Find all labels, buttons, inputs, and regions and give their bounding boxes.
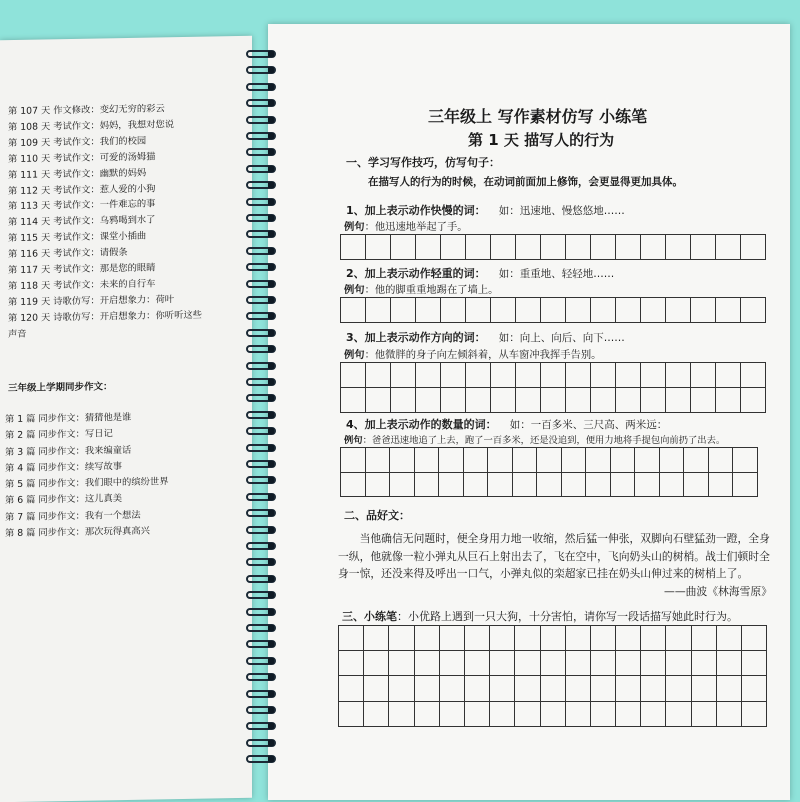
binding-hole — [268, 658, 274, 664]
binding-hole — [268, 199, 274, 205]
diary-entry: 第 119 天 诗歌仿写：开启想象力：荷叶 — [8, 294, 175, 308]
grid-cell[interactable] — [513, 473, 538, 498]
grid-cell[interactable] — [339, 702, 364, 727]
grid-cell[interactable] — [641, 363, 666, 388]
grid-cell[interactable] — [586, 473, 611, 498]
grid-cell[interactable] — [465, 702, 490, 727]
sync-entry: 第 8 篇 同步作文：那次玩得真高兴 — [5, 525, 150, 540]
grid-cell[interactable] — [516, 363, 541, 388]
grid-cell[interactable] — [464, 448, 489, 473]
item2-examples: 如：重重地、轻轻地…… — [498, 268, 615, 280]
grid-cell[interactable] — [660, 448, 685, 473]
grid-cell[interactable] — [491, 298, 516, 323]
item1-example — [344, 218, 468, 233]
item1-heading: 1、加上表示动作快慢的词： — [346, 204, 486, 217]
diary-entry: 第 112 天 考试作文：惹人爱的小狗 — [8, 183, 156, 197]
binding-hole — [268, 641, 274, 647]
grid-cell[interactable] — [441, 363, 466, 388]
grid-cell[interactable] — [541, 626, 566, 651]
grid-cell[interactable] — [616, 676, 641, 701]
item4-example-label: 例句 — [344, 435, 363, 446]
item4-line — [346, 413, 667, 432]
diary-entry: 第 113 天 考试作文：一件难忘的事 — [8, 198, 156, 213]
grid-cell[interactable] — [666, 702, 691, 727]
diary-entry-list — [8, 100, 246, 343]
binding-hole — [268, 330, 274, 336]
binding-hole — [268, 461, 274, 467]
grid-cell[interactable] — [440, 651, 465, 676]
diary-entry: 声音 — [8, 328, 27, 340]
grid-cell[interactable] — [341, 448, 366, 473]
grid-cell[interactable] — [635, 448, 660, 473]
grid-cell[interactable] — [591, 363, 616, 388]
item3-heading: 3、加上表示动作方向的词： — [346, 331, 486, 344]
right-page — [268, 24, 790, 800]
grid-cell[interactable] — [364, 702, 389, 727]
grid-cell[interactable] — [491, 388, 516, 413]
section2-heading: 二、品好文： — [344, 509, 410, 522]
grid-cell[interactable] — [591, 235, 616, 260]
binding-hole — [268, 527, 274, 533]
grid-cell[interactable] — [742, 676, 767, 701]
essay-excerpt — [338, 530, 772, 600]
grid-cell[interactable] — [591, 298, 616, 323]
grid-cell[interactable] — [716, 363, 741, 388]
grid-cell[interactable] — [515, 676, 540, 701]
sync-entry: 第 4 篇 同步作文：续写故事 — [5, 460, 123, 475]
grid-cell[interactable] — [366, 298, 391, 323]
grid-cell[interactable] — [466, 388, 491, 413]
grid-cell[interactable] — [415, 473, 440, 498]
grid-cell[interactable] — [666, 298, 691, 323]
grid-cell[interactable] — [439, 473, 464, 498]
item2-heading: 2、加上表示动作轻重的词： — [346, 267, 486, 280]
grid-cell[interactable] — [709, 473, 734, 498]
grid-cell[interactable] — [616, 235, 641, 260]
item1-line — [346, 199, 625, 218]
binding-hole — [268, 592, 274, 598]
item1-example-label: 例句 — [344, 221, 365, 233]
grid-cell[interactable] — [742, 702, 767, 727]
writing-grid-1[interactable] — [340, 234, 766, 260]
binding-hole — [268, 346, 274, 352]
grid-cell[interactable] — [541, 298, 566, 323]
grid-cell[interactable] — [566, 298, 591, 323]
grid-cell[interactable] — [391, 235, 416, 260]
grid-cell[interactable] — [691, 235, 716, 260]
grid-cell[interactable] — [741, 235, 766, 260]
binding-hole — [268, 477, 274, 483]
grid-cell[interactable] — [390, 473, 415, 498]
binding-hole — [268, 117, 274, 123]
diary-entry: 第 117 天 考试作文：那是您的眼睛 — [8, 262, 156, 277]
grid-cell[interactable] — [611, 448, 636, 473]
grid-cell[interactable] — [515, 626, 540, 651]
item3-example-sentence: ：他微胖的身子向左倾斜着，从车窗冲我挥手告别。 — [364, 349, 602, 361]
grid-cell[interactable] — [366, 235, 391, 260]
item3-line — [346, 326, 625, 345]
diary-entry: 第 111 天 考试作文：幽默的妈妈 — [8, 167, 147, 181]
binding-hole — [268, 100, 274, 106]
grid-cell[interactable] — [341, 235, 366, 260]
item4-heading: 4、加上表示动作的数量的词： — [346, 418, 497, 431]
section3-prompt: ：小优路上遇到一只大狗，十分害怕，请你写一段话描写她此时行为。 — [397, 610, 738, 623]
grid-cell[interactable] — [733, 448, 758, 473]
grid-cell[interactable] — [611, 473, 636, 498]
grid-cell[interactable] — [391, 388, 416, 413]
sync-entry: 第 6 篇 同步作文：这儿真美 — [5, 493, 123, 507]
diary-entry: 第 107 天 作文修改：变幻无穷的彩云 — [8, 103, 165, 118]
item2-example-label: 例句 — [344, 284, 365, 296]
essay-text: 当他确信无问题时，便全身用力地一收缩，然后猛一伸张，双脚向石壁猛劲一蹬，全身一纵，他就像一粒小弹丸从巨石上射出去了，飞在空中，飞向奶头山的树梢。战士们顿时全身一惊，还没来得及呼出一口气，小弹丸似的栾超家已挂在奶头山伸过来的树梢上了。 — [338, 532, 770, 580]
grid-cell[interactable] — [641, 235, 666, 260]
grid-cell[interactable] — [709, 448, 734, 473]
grid-cell[interactable] — [616, 363, 641, 388]
grid-cell[interactable] — [341, 363, 366, 388]
grid-cell[interactable] — [490, 626, 515, 651]
grid-cell[interactable] — [491, 363, 516, 388]
grid-cell[interactable] — [416, 363, 441, 388]
grid-cell[interactable] — [566, 676, 591, 701]
grid-cell[interactable] — [741, 363, 766, 388]
grid-cell[interactable] — [440, 676, 465, 701]
diary-entry: 第 120 天 诗歌仿写：开启想象力：你听听这些 — [8, 309, 202, 324]
binding-hole — [268, 674, 274, 680]
sync-composition-list — [5, 409, 169, 542]
writing-grid-4[interactable] — [340, 447, 758, 497]
grid-cell[interactable] — [441, 388, 466, 413]
binding-hole — [268, 428, 274, 434]
grid-cell[interactable] — [364, 626, 389, 651]
grid-cell[interactable] — [566, 388, 591, 413]
grid-cell[interactable] — [389, 702, 414, 727]
grid-cell[interactable] — [691, 298, 716, 323]
grid-cell[interactable] — [415, 651, 440, 676]
item3-example — [344, 346, 601, 361]
grid-cell[interactable] — [541, 676, 566, 701]
grid-cell[interactable] — [641, 651, 666, 676]
binding-hole — [268, 576, 274, 582]
binding-hole — [268, 51, 274, 57]
grid-cell[interactable] — [591, 702, 616, 727]
section1-heading: 一、学习写作技巧，仿写句子： — [346, 156, 500, 169]
grid-cell[interactable] — [415, 448, 440, 473]
diary-entry: 第 118 天 考试作文：未来的自行车 — [8, 278, 156, 293]
binding-hole — [268, 412, 274, 418]
diary-entry: 第 116 天 考试作文：请假条 — [8, 247, 128, 261]
grid-cell[interactable] — [591, 388, 616, 413]
grid-cell[interactable] — [415, 676, 440, 701]
binding-hole — [268, 67, 274, 73]
grid-cell[interactable] — [441, 235, 466, 260]
binding-hole — [268, 166, 274, 172]
binding-hole — [268, 756, 274, 762]
sync-entry: 第 1 篇 同步作文：猜猜他是谁 — [5, 411, 132, 426]
grid-cell[interactable] — [416, 388, 441, 413]
grid-cell[interactable] — [692, 702, 717, 727]
grid-cell[interactable] — [490, 651, 515, 676]
grid-cell[interactable] — [616, 388, 641, 413]
binding-hole — [268, 215, 274, 221]
grid-cell[interactable] — [716, 388, 741, 413]
binding-hole — [268, 559, 274, 565]
item1-examples: 如：迅速地、慢悠悠地…… — [498, 205, 625, 217]
grid-cell[interactable] — [541, 235, 566, 260]
sync-entry: 第 2 篇 同步作文：写日记 — [5, 428, 113, 442]
sync-entry: 第 7 篇 同步作文：我有一个想法 — [5, 509, 141, 523]
grid-cell[interactable] — [464, 473, 489, 498]
grid-cell[interactable] — [416, 235, 441, 260]
grid-cell[interactable] — [691, 388, 716, 413]
grid-cell[interactable] — [666, 651, 691, 676]
binding-hole — [268, 84, 274, 90]
writing-grid-5[interactable] — [338, 625, 767, 727]
grid-cell[interactable] — [391, 363, 416, 388]
binding-hole — [268, 395, 274, 401]
binding-hole — [268, 231, 274, 237]
item4-example-sentence: ：爸爸迅速地追了上去，跑了一百多米，还是没追到，便用力地将手提包向前扔了出去。 — [362, 435, 726, 446]
diary-entry: 第 115 天 考试作文：课堂小插曲 — [8, 230, 147, 245]
grid-cell[interactable] — [339, 676, 364, 701]
binding-hole — [268, 248, 274, 254]
grid-cell[interactable] — [488, 473, 513, 498]
section1-intro: 在描写人的行为的时候，在动词前面加上修饰，会更显得更加具体。 — [368, 176, 683, 188]
grid-cell[interactable] — [366, 363, 391, 388]
writing-grid-3[interactable] — [340, 362, 766, 413]
grid-cell[interactable] — [716, 298, 741, 323]
grid-cell[interactable] — [415, 626, 440, 651]
grid-cell[interactable] — [441, 298, 466, 323]
grid-cell[interactable] — [465, 651, 490, 676]
grid-cell[interactable] — [389, 651, 414, 676]
binding-hole — [268, 379, 274, 385]
grid-cell[interactable] — [566, 651, 591, 676]
item2-line — [346, 262, 614, 281]
grid-cell[interactable] — [537, 473, 562, 498]
grid-cell[interactable] — [641, 702, 666, 727]
grid-cell[interactable] — [339, 651, 364, 676]
grid-cell[interactable] — [562, 448, 587, 473]
grid-cell[interactable] — [742, 626, 767, 651]
grid-cell[interactable] — [515, 702, 540, 727]
item4-examples: 如：一百多米、三尺高、两米远： — [509, 419, 668, 431]
grid-cell[interactable] — [641, 298, 666, 323]
grid-cell[interactable] — [389, 676, 414, 701]
left-page — [0, 36, 252, 802]
grid-cell[interactable] — [488, 448, 513, 473]
binding-hole — [268, 723, 274, 729]
diary-entry: 第 109 天 考试作文：我们的校园 — [8, 135, 147, 149]
binding-hole — [268, 182, 274, 188]
grid-cell[interactable] — [692, 651, 717, 676]
grid-cell[interactable] — [513, 448, 538, 473]
grid-cell[interactable] — [515, 651, 540, 676]
grid-cell[interactable] — [616, 702, 641, 727]
writing-grid-2[interactable] — [340, 297, 766, 323]
item4-example — [344, 432, 725, 446]
diary-entry: 第 114 天 考试作文：乌鸦喝到水了 — [8, 214, 156, 229]
item2-example-sentence: ：他的脚重重地踢在了墙上。 — [364, 284, 499, 296]
grid-cell[interactable] — [684, 448, 709, 473]
grid-cell[interactable] — [341, 388, 366, 413]
grid-cell[interactable] — [641, 388, 666, 413]
item2-example — [344, 281, 498, 296]
grid-cell[interactable] — [516, 235, 541, 260]
grid-cell[interactable] — [440, 702, 465, 727]
grid-cell[interactable] — [742, 651, 767, 676]
binding-hole — [268, 625, 274, 631]
grid-cell[interactable] — [366, 473, 391, 498]
binding-hole — [268, 149, 274, 155]
binding-hole — [268, 445, 274, 451]
spiral-binding — [246, 50, 278, 780]
grid-cell[interactable] — [741, 388, 766, 413]
binding-hole — [268, 543, 274, 549]
diary-entry: 第 110 天 考试作文：可爱的汤姆猫 — [8, 151, 156, 165]
grid-cell[interactable] — [591, 626, 616, 651]
grid-cell[interactable] — [616, 651, 641, 676]
grid-cell[interactable] — [641, 626, 666, 651]
grid-cell[interactable] — [741, 298, 766, 323]
binding-hole — [268, 133, 274, 139]
item3-examples: 如：向上、向后、向下…… — [498, 332, 625, 344]
grid-cell[interactable] — [591, 676, 616, 701]
page-title: 三年级上 写作素材仿写 小练笔 — [428, 107, 648, 126]
grid-cell[interactable] — [635, 473, 660, 498]
grid-cell[interactable] — [415, 702, 440, 727]
grid-cell[interactable] — [717, 651, 742, 676]
grid-cell[interactable] — [341, 298, 366, 323]
binding-hole — [268, 264, 274, 270]
section3-line — [342, 608, 738, 624]
grid-cell[interactable] — [466, 298, 491, 323]
grid-cell[interactable] — [364, 651, 389, 676]
grid-cell[interactable] — [717, 702, 742, 727]
grid-cell[interactable] — [692, 626, 717, 651]
binding-hole — [268, 297, 274, 303]
grid-cell[interactable] — [717, 676, 742, 701]
binding-hole — [268, 313, 274, 319]
binding-hole — [268, 281, 274, 287]
grid-cell[interactable] — [339, 626, 364, 651]
essay-citation: ——曲波《林海雪原》 — [664, 584, 772, 598]
grid-cell[interactable] — [586, 448, 611, 473]
grid-cell[interactable] — [516, 388, 541, 413]
binding-hole — [268, 510, 274, 516]
grid-cell[interactable] — [416, 298, 441, 323]
grid-cell[interactable] — [541, 702, 566, 727]
grid-cell[interactable] — [466, 235, 491, 260]
diary-entry: 第 108 天 考试作文：妈妈，我想对您说 — [8, 119, 175, 133]
grid-cell[interactable] — [666, 388, 691, 413]
page-subtitle: 第 1 天 描写人的行为 — [468, 131, 615, 149]
grid-cell[interactable] — [391, 298, 416, 323]
grid-cell[interactable] — [566, 363, 591, 388]
binding-hole — [268, 740, 274, 746]
grid-cell[interactable] — [684, 473, 709, 498]
grid-cell[interactable] — [466, 363, 491, 388]
grid-cell[interactable] — [490, 676, 515, 701]
grid-cell[interactable] — [465, 676, 490, 701]
grid-cell[interactable] — [691, 363, 716, 388]
grid-cell[interactable] — [641, 676, 666, 701]
item1-example-sentence: ：他迅速地举起了手。 — [364, 221, 468, 233]
grid-cell[interactable] — [541, 651, 566, 676]
grid-cell[interactable] — [717, 626, 742, 651]
grid-cell[interactable] — [366, 388, 391, 413]
grid-cell[interactable] — [341, 473, 366, 498]
grid-cell[interactable] — [660, 473, 685, 498]
grid-cell[interactable] — [716, 235, 741, 260]
grid-cell[interactable] — [562, 473, 587, 498]
grid-cell[interactable] — [364, 676, 389, 701]
binding-hole — [268, 363, 274, 369]
grid-cell[interactable] — [541, 363, 566, 388]
grid-cell[interactable] — [491, 235, 516, 260]
grid-cell[interactable] — [666, 235, 691, 260]
sync-entry: 第 3 篇 同步作文：我来编童话 — [5, 444, 132, 458]
binding-hole — [268, 691, 274, 697]
grid-cell[interactable] — [666, 363, 691, 388]
grid-cell[interactable] — [566, 235, 591, 260]
sync-composition-heading: 三年级上学期同步作文： — [8, 381, 113, 395]
grid-cell[interactable] — [692, 676, 717, 701]
section3-heading: 三、小练笔 — [342, 610, 397, 623]
grid-cell[interactable] — [389, 626, 414, 651]
grid-cell[interactable] — [616, 626, 641, 651]
grid-cell[interactable] — [666, 676, 691, 701]
grid-cell[interactable] — [566, 702, 591, 727]
grid-cell[interactable] — [439, 448, 464, 473]
sync-entry: 第 5 篇 同步作文：我们眼中的缤纷世界 — [5, 476, 169, 491]
grid-cell[interactable] — [537, 448, 562, 473]
item3-example-label: 例句 — [344, 349, 365, 361]
binding-hole — [268, 494, 274, 500]
grid-cell[interactable] — [465, 626, 490, 651]
grid-cell[interactable] — [541, 388, 566, 413]
grid-cell[interactable] — [366, 448, 391, 473]
binding-hole — [268, 707, 274, 713]
grid-cell[interactable] — [666, 626, 691, 651]
grid-cell[interactable] — [733, 473, 758, 498]
grid-cell[interactable] — [516, 298, 541, 323]
grid-cell[interactable] — [440, 626, 465, 651]
grid-cell[interactable] — [390, 448, 415, 473]
grid-cell[interactable] — [591, 651, 616, 676]
grid-cell[interactable] — [566, 626, 591, 651]
binding-hole — [268, 609, 274, 615]
grid-cell[interactable] — [616, 298, 641, 323]
grid-cell[interactable] — [490, 702, 515, 727]
